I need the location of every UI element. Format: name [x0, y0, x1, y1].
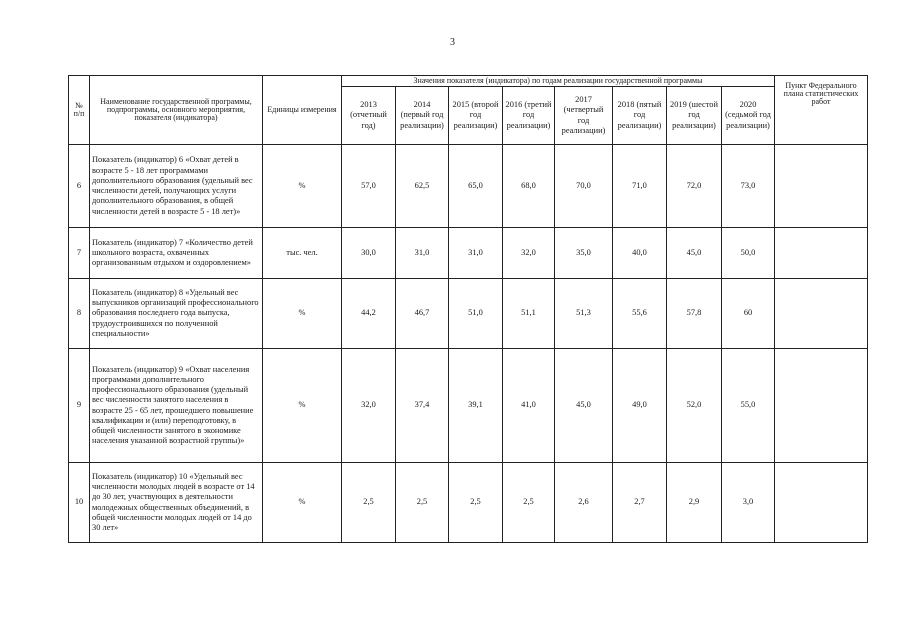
row-stat-plan	[775, 349, 868, 463]
header-year: 2014 (первый год реализации)	[396, 87, 449, 145]
row-value: 49,0	[613, 349, 667, 463]
row-unit: %	[263, 145, 342, 228]
row-value: 46,7	[396, 279, 449, 349]
table-row	[69, 349, 868, 463]
row-value: 68,0	[503, 145, 555, 228]
header-years-group: Значения показателя (индикатора) по годам реализации государственной программы	[342, 76, 775, 87]
row-value: 35,0	[555, 228, 613, 279]
page-number: 3	[450, 37, 455, 48]
row-name: Показатель (индикатор) 9 «Охват населения программами дополнительного профессионального образования (удельный вес численности занятого населения в возрасте 25 - 65 лет, прошедшего повышение квалификации и (или) переподготовку, в общей численности занятого в экономике населения указанной возрастной группы)»	[90, 349, 263, 463]
row-unit: %	[263, 463, 342, 543]
row-unit: тыс. чел.	[263, 228, 342, 279]
row-value: 65,0	[449, 145, 503, 228]
header-year: 2016 (третий год реализации)	[503, 87, 555, 145]
header-row-top	[69, 76, 868, 87]
row-num: 8	[69, 279, 90, 349]
row-value: 2,5	[342, 463, 396, 543]
row-value: 51,3	[555, 279, 613, 349]
row-value: 57,0	[342, 145, 396, 228]
header-stat-plan: Пункт Федерального плана статистических работ	[775, 76, 868, 145]
row-value: 73,0	[722, 145, 775, 228]
header-year: 2018 (пятый год реализации)	[613, 87, 667, 145]
table-row	[69, 279, 868, 349]
row-value: 32,0	[342, 349, 396, 463]
header-name: Наименование государственной программы, подпрограммы, основного мероприятия, показателя (индикатора)	[90, 76, 263, 145]
row-value: 60	[722, 279, 775, 349]
row-value: 51,0	[449, 279, 503, 349]
row-value: 55,0	[722, 349, 775, 463]
header-year: 2015 (второй год реализации)	[449, 87, 503, 145]
row-value: 2,7	[613, 463, 667, 543]
row-value: 57,8	[667, 279, 722, 349]
row-value: 55,6	[613, 279, 667, 349]
row-value: 40,0	[613, 228, 667, 279]
row-value: 45,0	[667, 228, 722, 279]
row-name: Показатель (индикатор) 7 «Количество детей школьного возраста, охваченных организованным отдыхом и оздоровлением»	[90, 228, 263, 279]
row-value: 2,9	[667, 463, 722, 543]
row-value: 2,5	[396, 463, 449, 543]
row-num: 6	[69, 145, 90, 228]
row-value: 44,2	[342, 279, 396, 349]
row-stat-plan	[775, 463, 868, 543]
row-name: Показатель (индикатор) 8 «Удельный вес выпускников организаций профессионального образования последнего года выпуска, трудоустроившихся по полученной специальности»	[90, 279, 263, 349]
header-unit: Единицы измерения	[263, 76, 342, 145]
header-year: 2017 (четвертый год реализации)	[555, 87, 613, 145]
row-stat-plan	[775, 145, 868, 228]
row-value: 39,1	[449, 349, 503, 463]
row-value: 70,0	[555, 145, 613, 228]
row-value: 62,5	[396, 145, 449, 228]
row-value: 52,0	[667, 349, 722, 463]
row-value: 37,4	[396, 349, 449, 463]
header-year: 2019 (шестой год реализации)	[667, 87, 722, 145]
indicators-table	[68, 75, 868, 543]
row-value: 71,0	[613, 145, 667, 228]
row-value: 30,0	[342, 228, 396, 279]
header-year: 2020 (седьмой год реализации)	[722, 87, 775, 145]
row-value: 2,5	[449, 463, 503, 543]
row-num: 7	[69, 228, 90, 279]
header-num: № п/п	[69, 76, 90, 145]
row-value: 2,5	[503, 463, 555, 543]
table-row	[69, 463, 868, 543]
row-value: 31,0	[449, 228, 503, 279]
row-name: Показатель (индикатор) 6 «Охват детей в возрасте 5 - 18 лет программами дополнительного образования (удельный вес численности детей, получающих услуги дополнительного образования, в общей численности детей в возрасте 5 - 18 лет)»	[90, 145, 263, 228]
row-unit: %	[263, 349, 342, 463]
row-value: 51,1	[503, 279, 555, 349]
table-row	[69, 228, 868, 279]
row-value: 31,0	[396, 228, 449, 279]
table-row	[69, 145, 868, 228]
row-stat-plan	[775, 279, 868, 349]
row-value: 32,0	[503, 228, 555, 279]
row-value: 2,6	[555, 463, 613, 543]
row-value: 45,0	[555, 349, 613, 463]
row-value: 3,0	[722, 463, 775, 543]
row-num: 9	[69, 349, 90, 463]
row-stat-plan	[775, 228, 868, 279]
row-value: 41,0	[503, 349, 555, 463]
row-name: Показатель (индикатор) 10 «Удельный вес численности молодых людей в возрасте от 14 до 30 лет, участвующих в деятельности молодежных общественных объединений, в общей численности молодых людей от 14 до 30 лет»	[90, 463, 263, 543]
row-num: 10	[69, 463, 90, 543]
header-year: 2013 (отчетный год)	[342, 87, 396, 145]
row-unit: %	[263, 279, 342, 349]
row-value: 50,0	[722, 228, 775, 279]
row-value: 72,0	[667, 145, 722, 228]
